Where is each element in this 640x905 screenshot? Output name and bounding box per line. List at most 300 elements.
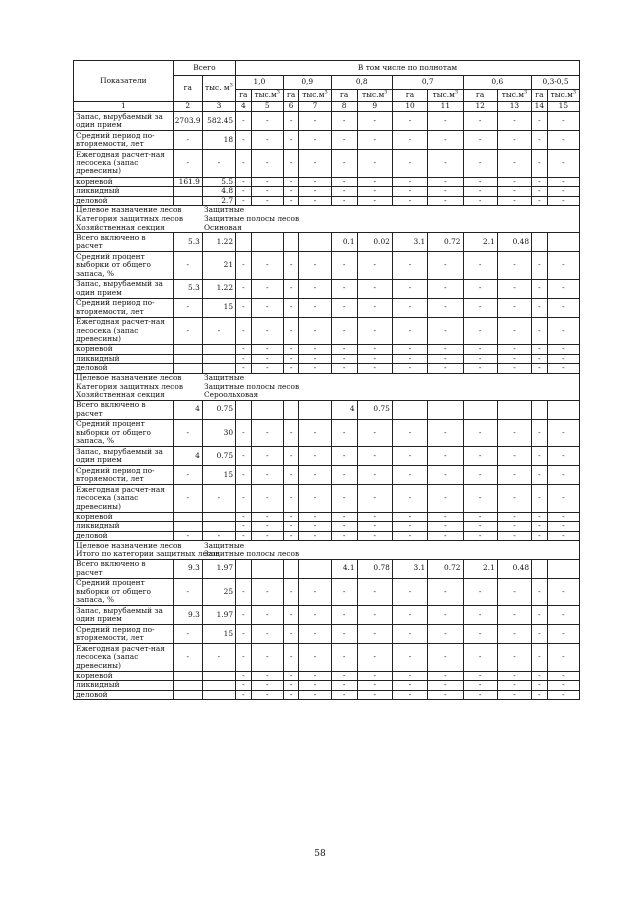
- table-cell: -: [331, 252, 357, 280]
- table-cell: -: [299, 578, 331, 606]
- row-label: корневой: [74, 177, 174, 187]
- table-cell: -: [251, 317, 283, 345]
- table-cell: -: [497, 447, 531, 466]
- table-cell: -: [236, 625, 252, 644]
- table-cell: -: [236, 681, 252, 691]
- table-row: [74, 131, 580, 150]
- table-cell: -: [392, 150, 427, 178]
- table-cell: -: [283, 298, 299, 317]
- table-cell: -: [532, 317, 548, 345]
- table-cell: -: [547, 187, 579, 197]
- row-label: деловой: [74, 364, 174, 374]
- page-number: 58: [314, 849, 326, 859]
- table-cell: -: [428, 354, 463, 364]
- table-row: [74, 233, 580, 252]
- table-cell: -: [463, 512, 497, 522]
- table-row: [74, 644, 580, 672]
- row-label: Всего включено в расчет: [74, 400, 174, 419]
- column-number: 6: [283, 102, 299, 112]
- table-cell: -: [331, 177, 357, 187]
- table-cell: 0.48: [497, 559, 531, 578]
- table-cell: -: [497, 112, 531, 131]
- table-cell: -: [497, 466, 531, 485]
- table-cell: -: [236, 298, 252, 317]
- table-cell: -: [532, 512, 548, 522]
- table-cell: [173, 512, 202, 522]
- table-cell: [497, 400, 531, 419]
- table-cell: -: [299, 131, 331, 150]
- table-cell: -: [283, 606, 299, 625]
- table-cell: -: [331, 419, 357, 447]
- table-cell: 0.02: [357, 233, 392, 252]
- table-cell: -: [331, 625, 357, 644]
- table-row: [74, 345, 580, 355]
- section-info-row: [74, 215, 580, 224]
- table-cell: -: [299, 279, 331, 298]
- table-cell: -: [236, 671, 252, 681]
- table-cell: 4.1: [331, 559, 357, 578]
- table-cell: -: [283, 466, 299, 485]
- table-cell: -: [428, 625, 463, 644]
- table-cell: -: [497, 625, 531, 644]
- table-cell: -: [236, 447, 252, 466]
- table-cell: -: [497, 671, 531, 681]
- table-cell: [547, 559, 579, 578]
- table-cell: -: [547, 466, 579, 485]
- table-cell: -: [547, 625, 579, 644]
- table-cell: -: [357, 196, 392, 206]
- table-cell: -: [331, 447, 357, 466]
- table-cell: -: [173, 531, 202, 541]
- table-cell: -: [428, 252, 463, 280]
- table-cell: -: [357, 606, 392, 625]
- section-label: Итого по категории защитных лесов: [76, 550, 220, 559]
- table-cell: -: [497, 531, 531, 541]
- table-cell: -: [299, 317, 331, 345]
- table-cell: -: [497, 252, 531, 280]
- table-cell: -: [357, 364, 392, 374]
- table-cell: [173, 364, 202, 374]
- row-label: Ежегодная расчет-ная лесосека (запас древесины): [74, 485, 174, 513]
- table-cell: [463, 400, 497, 419]
- table-cell: -: [173, 485, 202, 513]
- table-cell: [299, 233, 331, 252]
- table-cell: -: [547, 512, 579, 522]
- column-number: 10: [392, 102, 427, 112]
- table-cell: -: [299, 644, 331, 672]
- table-row: [74, 298, 580, 317]
- column-number: 7: [299, 102, 331, 112]
- table-cell: -: [331, 522, 357, 532]
- table-cell: -: [236, 177, 252, 187]
- table-cell: -: [392, 690, 427, 700]
- table-cell: -: [428, 512, 463, 522]
- table-cell: -: [251, 252, 283, 280]
- row-label: Средний процент выборки от общего запаса, %: [74, 419, 174, 447]
- table-cell: -: [283, 681, 299, 691]
- table-row: [74, 279, 580, 298]
- section-label: Целевое назначение лесов: [76, 205, 182, 215]
- table-cell: 9.3: [173, 606, 202, 625]
- table-cell: -: [251, 150, 283, 178]
- table-cell: -: [428, 187, 463, 197]
- table-cell: [283, 400, 299, 419]
- table-cell: 15: [202, 625, 235, 644]
- section-label: Категория защитных лесов: [76, 214, 184, 223]
- table-cell: -: [251, 112, 283, 131]
- table-cell: -: [299, 345, 331, 355]
- table-cell: -: [236, 606, 252, 625]
- table-cell: -: [236, 279, 252, 298]
- table-cell: -: [236, 345, 252, 355]
- sub-header-ha: га: [283, 90, 299, 102]
- table-cell: -: [173, 131, 202, 150]
- table-cell: -: [331, 150, 357, 178]
- table-cell: -: [532, 354, 548, 364]
- table-cell: -: [357, 112, 392, 131]
- table-cell: [547, 233, 579, 252]
- table-cell: -: [392, 522, 427, 532]
- table-cell: -: [428, 606, 463, 625]
- column-number: 15: [547, 102, 579, 112]
- table-cell: -: [392, 131, 427, 150]
- table-cell: -: [497, 298, 531, 317]
- table-cell: -: [283, 644, 299, 672]
- table-cell: -: [251, 578, 283, 606]
- density-header: 0,8: [331, 76, 392, 90]
- table-cell: -: [463, 419, 497, 447]
- table-cell: -: [497, 681, 531, 691]
- table-row: [74, 606, 580, 625]
- table-cell: -: [173, 317, 202, 345]
- table-cell: -: [392, 578, 427, 606]
- table-cell: -: [532, 196, 548, 206]
- table-cell: -: [283, 447, 299, 466]
- table-row: [74, 690, 580, 700]
- table-cell: -: [463, 345, 497, 355]
- table-cell: -: [283, 625, 299, 644]
- table-cell: 1.97: [202, 559, 235, 578]
- table-cell: -: [463, 317, 497, 345]
- table-cell: -: [236, 531, 252, 541]
- table-cell: -: [299, 187, 331, 197]
- table-cell: -: [251, 625, 283, 644]
- table-cell: -: [547, 447, 579, 466]
- table-cell: -: [547, 578, 579, 606]
- table-cell: -: [532, 177, 548, 187]
- table-row: [74, 447, 580, 466]
- table-cell: [532, 233, 548, 252]
- column-number: 11: [428, 102, 463, 112]
- row-label: Средний процент выборки от общего запаса, %: [74, 578, 174, 606]
- table-cell: [251, 233, 283, 252]
- table-cell: 21: [202, 252, 235, 280]
- sub-header-volume: $тыс.м^3$: [428, 90, 463, 102]
- section-info-row: [74, 373, 580, 382]
- table-cell: 2703.9: [173, 112, 202, 131]
- table-cell: -: [532, 345, 548, 355]
- table-cell: -: [331, 578, 357, 606]
- table-cell: [283, 233, 299, 252]
- table-cell: -: [251, 606, 283, 625]
- table-cell: -: [497, 690, 531, 700]
- table-cell: -: [497, 578, 531, 606]
- table-cell: -: [283, 354, 299, 364]
- table-cell: -: [392, 187, 427, 197]
- row-label: Ежегодная расчет-ная лесосека (запас древесины): [74, 150, 174, 178]
- table-cell: [532, 400, 548, 419]
- table-cell: -: [463, 485, 497, 513]
- table-cell: -: [236, 690, 252, 700]
- row-label: Всего включено в расчет: [74, 233, 174, 252]
- table-cell: -: [251, 466, 283, 485]
- table-cell: -: [357, 150, 392, 178]
- row-label: Всего включено в расчет: [74, 559, 174, 578]
- section-info-row: [74, 382, 580, 391]
- table-cell: -: [283, 252, 299, 280]
- table-cell: [428, 400, 463, 419]
- table-row: [74, 150, 580, 178]
- table-cell: -: [532, 466, 548, 485]
- table-cell: -: [428, 447, 463, 466]
- table-cell: -: [173, 252, 202, 280]
- table-cell: -: [428, 522, 463, 532]
- table-cell: -: [463, 671, 497, 681]
- table-cell: [202, 671, 235, 681]
- logging-calculation-table: [73, 60, 580, 700]
- table-cell: [202, 354, 235, 364]
- table-cell: -: [357, 512, 392, 522]
- table-cell: -: [547, 522, 579, 532]
- row-label: деловой: [74, 690, 174, 700]
- table-cell: -: [283, 187, 299, 197]
- table-cell: -: [173, 578, 202, 606]
- row-label: Запас, вырубаемый за один прием: [74, 279, 174, 298]
- table-cell: -: [463, 298, 497, 317]
- section-value: Защитные полосы лесов: [204, 550, 300, 559]
- table-cell: -: [463, 187, 497, 197]
- table-cell: -: [236, 150, 252, 178]
- section-info-row: [74, 550, 580, 559]
- table-cell: [236, 400, 252, 419]
- table-cell: -: [428, 531, 463, 541]
- table-cell: -: [547, 485, 579, 513]
- table-cell: -: [357, 690, 392, 700]
- sub-header-ha: га: [463, 90, 497, 102]
- table-cell: -: [428, 578, 463, 606]
- table-cell: -: [497, 279, 531, 298]
- table-cell: -: [357, 671, 392, 681]
- table-cell: -: [463, 354, 497, 364]
- table-row: [74, 625, 580, 644]
- table-cell: -: [283, 485, 299, 513]
- table-cell: -: [497, 177, 531, 187]
- section-value: Сероольховая: [204, 391, 259, 400]
- column-number: 3: [202, 102, 235, 112]
- table-cell: 1.22: [202, 279, 235, 298]
- column-number: 13: [497, 102, 531, 112]
- table-cell: -: [547, 298, 579, 317]
- table-cell: -: [331, 485, 357, 513]
- table-cell: -: [251, 522, 283, 532]
- table-cell: -: [532, 252, 548, 280]
- table-cell: 0.72: [428, 559, 463, 578]
- table-cell: -: [428, 690, 463, 700]
- table-cell: -: [532, 671, 548, 681]
- table-cell: -: [331, 279, 357, 298]
- table-cell: -: [236, 354, 252, 364]
- table-row: [74, 671, 580, 681]
- section-value: Защитные полосы лесов: [204, 214, 300, 223]
- table-cell: -: [392, 644, 427, 672]
- table-cell: -: [283, 671, 299, 681]
- table-cell: -: [532, 419, 548, 447]
- table-cell: -: [357, 419, 392, 447]
- table-cell: -: [331, 112, 357, 131]
- table-cell: -: [331, 606, 357, 625]
- table-cell: -: [299, 512, 331, 522]
- table-cell: -: [251, 419, 283, 447]
- table-cell: -: [299, 625, 331, 644]
- table-cell: 0.75: [202, 447, 235, 466]
- table-cell: 15: [202, 298, 235, 317]
- table-cell: -: [392, 512, 427, 522]
- table-cell: -: [283, 578, 299, 606]
- column-number: 12: [463, 102, 497, 112]
- table-cell: [547, 400, 579, 419]
- table-cell: [173, 681, 202, 691]
- table-cell: -: [299, 354, 331, 364]
- row-label: деловой: [74, 531, 174, 541]
- table-cell: -: [547, 252, 579, 280]
- table-cell: -: [497, 644, 531, 672]
- table-cell: -: [547, 606, 579, 625]
- table-cell: -: [299, 690, 331, 700]
- table-cell: -: [532, 112, 548, 131]
- table-cell: -: [392, 279, 427, 298]
- section-label: Хозяйственная секция: [76, 391, 165, 400]
- table-cell: 15: [202, 466, 235, 485]
- section-value: Защитные полосы лесов: [204, 382, 300, 391]
- table-cell: -: [463, 578, 497, 606]
- table-row: [74, 177, 580, 187]
- table-cell: -: [236, 512, 252, 522]
- table-cell: -: [428, 485, 463, 513]
- table-cell: -: [392, 298, 427, 317]
- column-number: 9: [357, 102, 392, 112]
- section-info-row: [74, 391, 580, 400]
- table-cell: -: [428, 345, 463, 355]
- table-cell: -: [357, 447, 392, 466]
- table-cell: -: [299, 681, 331, 691]
- table-cell: -: [532, 447, 548, 466]
- row-label: ликвидный: [74, 354, 174, 364]
- table-cell: -: [497, 512, 531, 522]
- table-cell: 5.3: [173, 279, 202, 298]
- table-cell: -: [463, 606, 497, 625]
- sub-header-ha: га: [236, 90, 252, 102]
- table-row: [74, 522, 580, 532]
- row-label: Средний процент выборки от общего запаса, %: [74, 252, 174, 280]
- table-cell: [202, 345, 235, 355]
- table-cell: -: [463, 131, 497, 150]
- table-cell: -: [331, 317, 357, 345]
- table-cell: -: [428, 298, 463, 317]
- table-cell: -: [547, 177, 579, 187]
- table-cell: 0.72: [428, 233, 463, 252]
- table-cell: -: [251, 447, 283, 466]
- table-cell: -: [532, 279, 548, 298]
- sub-header-volume: $тыс.м^3$: [251, 90, 283, 102]
- table-cell: [251, 400, 283, 419]
- table-row: [74, 419, 580, 447]
- table-cell: -: [283, 196, 299, 206]
- table-cell: -: [283, 279, 299, 298]
- table-cell: -: [428, 466, 463, 485]
- table-row: [74, 578, 580, 606]
- table-cell: -: [463, 681, 497, 691]
- table-cell: -: [331, 644, 357, 672]
- table-cell: -: [532, 644, 548, 672]
- table-cell: -: [299, 252, 331, 280]
- table-cell: -: [497, 606, 531, 625]
- table-cell: -: [392, 606, 427, 625]
- density-header: 0,7: [392, 76, 463, 90]
- table-cell: -: [236, 364, 252, 374]
- table-cell: -: [357, 177, 392, 187]
- table-cell: -: [392, 466, 427, 485]
- table-cell: -: [236, 196, 252, 206]
- table-row: [74, 317, 580, 345]
- table-cell: -: [532, 681, 548, 691]
- table-cell: -: [392, 681, 427, 691]
- table-cell: -: [299, 522, 331, 532]
- table-cell: -: [428, 317, 463, 345]
- table-cell: -: [463, 196, 497, 206]
- table-cell: -: [331, 512, 357, 522]
- table-cell: -: [202, 531, 235, 541]
- table-cell: -: [299, 485, 331, 513]
- table-cell: -: [547, 681, 579, 691]
- table-cell: -: [392, 671, 427, 681]
- table-cell: -: [532, 364, 548, 374]
- sub-header-ha: га: [532, 90, 548, 102]
- table-cell: -: [392, 177, 427, 187]
- table-cell: 25: [202, 578, 235, 606]
- table-cell: -: [547, 644, 579, 672]
- table-cell: -: [532, 298, 548, 317]
- table-cell: 2.7: [202, 196, 235, 206]
- table-cell: -: [236, 419, 252, 447]
- table-cell: -: [283, 364, 299, 374]
- table-cell: -: [357, 187, 392, 197]
- table-cell: -: [497, 317, 531, 345]
- table-cell: -: [299, 466, 331, 485]
- table-cell: [173, 690, 202, 700]
- table-cell: -: [392, 419, 427, 447]
- table-cell: -: [251, 531, 283, 541]
- table-cell: -: [331, 681, 357, 691]
- table-row: [74, 196, 580, 206]
- table-cell: -: [463, 644, 497, 672]
- table-cell: -: [497, 345, 531, 355]
- section-label: Целевое назначение лесов: [76, 373, 182, 382]
- row-label: ликвидный: [74, 187, 174, 197]
- table-cell: -: [331, 131, 357, 150]
- table-cell: -: [532, 531, 548, 541]
- table-cell: -: [331, 364, 357, 374]
- row-label: Запас, вырубаемый за один прием: [74, 447, 174, 466]
